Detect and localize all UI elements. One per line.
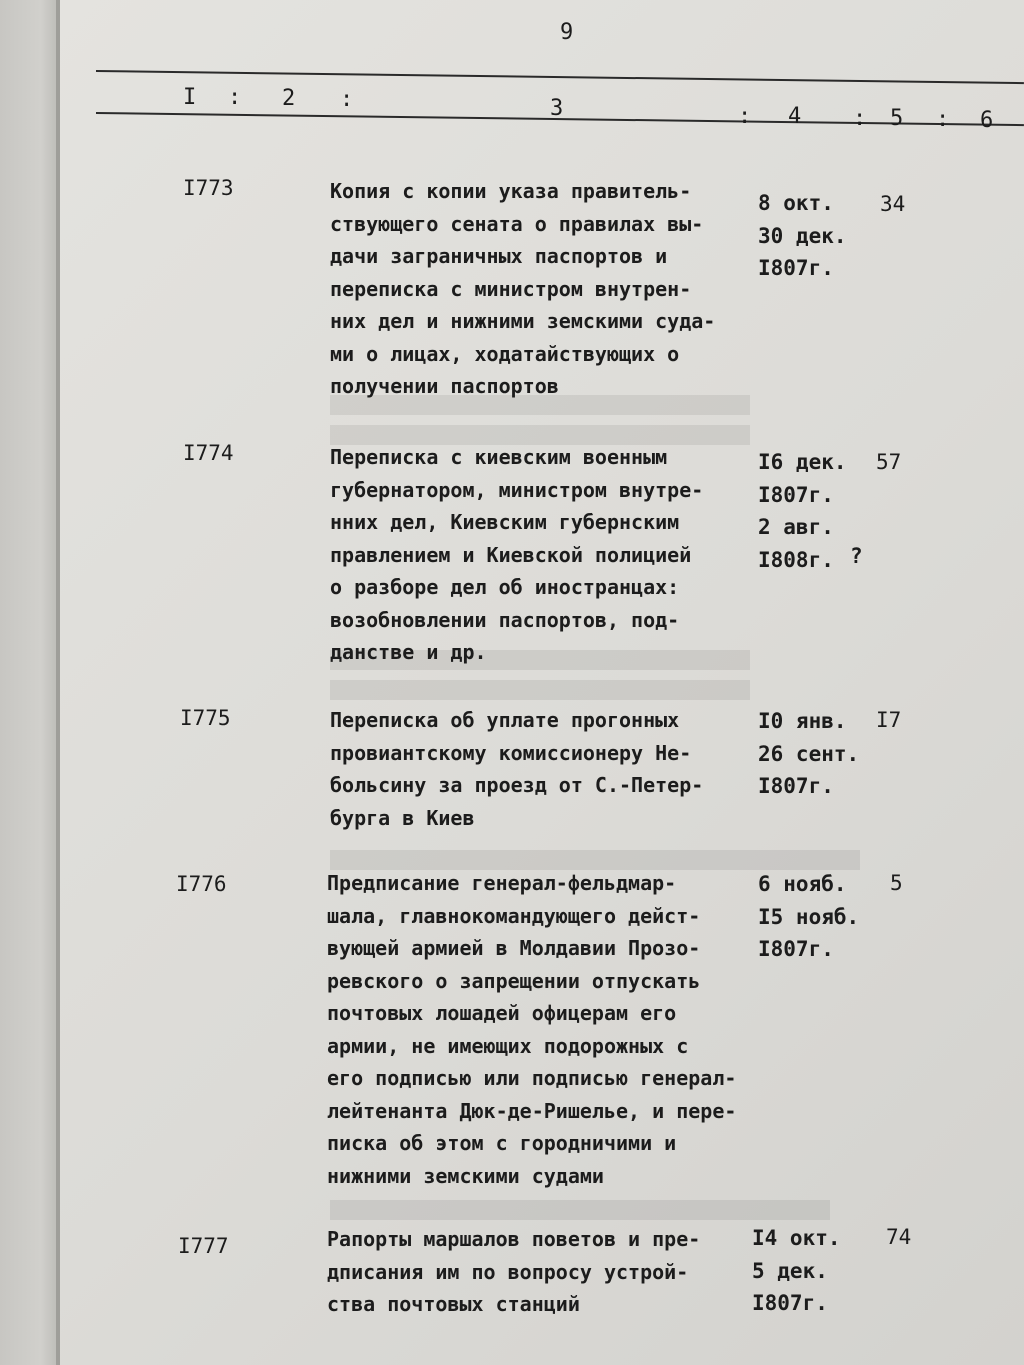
header-separator: : [853, 106, 867, 131]
entry-number: I777 [178, 1234, 229, 1258]
entry-title-line: Рапорты маршалов поветов и пре- [327, 1227, 701, 1251]
entry-sheet-count: 74 [886, 1225, 912, 1249]
header-separator: : [340, 87, 354, 112]
header-separator: : [228, 85, 242, 110]
entry-number: I776 [176, 872, 227, 896]
entry-date-line: 2 авг. [758, 515, 834, 539]
entry-date-line: 5 дек. [752, 1258, 828, 1283]
header-col-1: I [183, 85, 197, 110]
entry-title-line: Переписка об уплате прогонных [330, 708, 680, 732]
entry-dates [752, 1222, 841, 1320]
entry-title-line: переписка с министром внутрен- [330, 276, 692, 301]
entry-title-line: дачи заграничных паспортов и [330, 244, 668, 268]
entry-title-line: нних дел, Киевским губернским [330, 510, 680, 534]
entry-title-line: писка об этом с городничими и [327, 1131, 677, 1155]
entry-date-line: I808г. [758, 547, 834, 572]
entry-title-line: больсину за проезд от С.-Петер- [330, 773, 704, 797]
header-col-5: 5 [890, 106, 904, 131]
entry-number: I775 [180, 706, 231, 730]
entry-title [330, 441, 703, 669]
entry-title-line: ства почтовых станций [327, 1292, 580, 1316]
entry-date-line: 6 нояб. [758, 872, 847, 896]
entry-title-line: данстве и др. [330, 640, 487, 664]
entry-title-line: шала, главнокомандующего дейст- [327, 903, 701, 928]
entry-dates [758, 705, 859, 803]
entry-date-line: I807г. [758, 482, 834, 507]
entry-title-line: губернатором, министром внутре- [330, 477, 704, 502]
entry-number: I774 [183, 441, 234, 465]
entry-title-line: Переписка с киевским военным [330, 445, 668, 469]
facing-page [0, 0, 58, 1365]
entry-title-line: них дел и нижними земскими суда- [330, 309, 716, 333]
entry-title [327, 1223, 700, 1321]
header-separator: : [738, 104, 752, 129]
entry-date-line: I5 нояб. [758, 904, 860, 929]
entry-sheet-count: 57 [876, 450, 902, 474]
entry-date-line: I807г. [758, 256, 834, 280]
entry-title [327, 867, 736, 1192]
entry-title-line: Предписание генерал-фельдмар- [327, 871, 677, 895]
entry-title-line: правлением и Киевской полицией [330, 542, 692, 567]
entry-title [330, 175, 715, 403]
entry-date-line: I807г. [758, 937, 834, 961]
entry-title-line: бурга в Киев [330, 805, 475, 830]
entry-title-line: лейтенанта Дюк-де-Ришелье, и пере- [327, 1098, 737, 1123]
header-col-2: 2 [282, 86, 296, 111]
entry-title-line: нижними земскими судами [327, 1163, 604, 1188]
entry-title-line: ревского о запрещении отпускать [327, 968, 701, 993]
header-col-6: 6 [980, 108, 994, 133]
header-col-3: 3 [550, 96, 564, 121]
entry-title-line: его подписью или подписью генерал- [327, 1066, 737, 1090]
entry-number: I773 [183, 176, 234, 200]
entry-date-line: I0 янв. [758, 709, 847, 733]
entry-title-line: о разборе дел об иностранцах: [330, 575, 680, 599]
entry-dates [758, 868, 859, 966]
entry-title-line: получении паспортов [330, 374, 559, 398]
entry-date-line: I807г. [752, 1291, 828, 1315]
entry-title [330, 704, 703, 834]
entry-title-line: возобновлении паспортов, под- [330, 607, 680, 632]
entry-title-line: дписания им по вопросу устрой- [327, 1259, 689, 1284]
entry-title-line: Копия с копии указа правитель- [330, 179, 692, 203]
entry-title-line: почтовых лошадей офицерам его [327, 1001, 677, 1025]
page-number: 9 [560, 20, 574, 45]
header-separator: : [936, 107, 950, 132]
header-col-4: 4 [788, 104, 802, 129]
bleed-through-band [330, 680, 750, 700]
entry-sheet-count: I7 [876, 708, 902, 732]
entry-dates [758, 187, 847, 285]
entry-title-line: провиантскому комиссионеру Не- [330, 740, 692, 765]
entry-sheet-count: 34 [880, 192, 906, 216]
bleed-through-band [330, 1200, 830, 1220]
entry-date-line: 8 окт. [758, 191, 834, 215]
entry-dates [758, 446, 847, 576]
entry-date-line: 26 сент. [758, 741, 860, 766]
entry-title-line: вующей армией в Молдавии Прозо- [327, 936, 701, 960]
entry-date-line: I807г. [758, 774, 834, 798]
entry-title-line: армии, не имеющих подорожных с [327, 1033, 689, 1058]
entry-date-line: 30 дек. [758, 223, 847, 248]
entry-title-line: ми о лицах, ходатайствующих о [330, 341, 680, 366]
entry-date-line: I6 дек. [758, 450, 847, 474]
question-mark-annotation: ? [850, 544, 863, 568]
entry-date-line: I4 окт. [752, 1226, 841, 1250]
entry-sheet-count: 5 [890, 871, 903, 895]
entry-title-line: ствующего сената о правилах вы- [330, 211, 704, 236]
